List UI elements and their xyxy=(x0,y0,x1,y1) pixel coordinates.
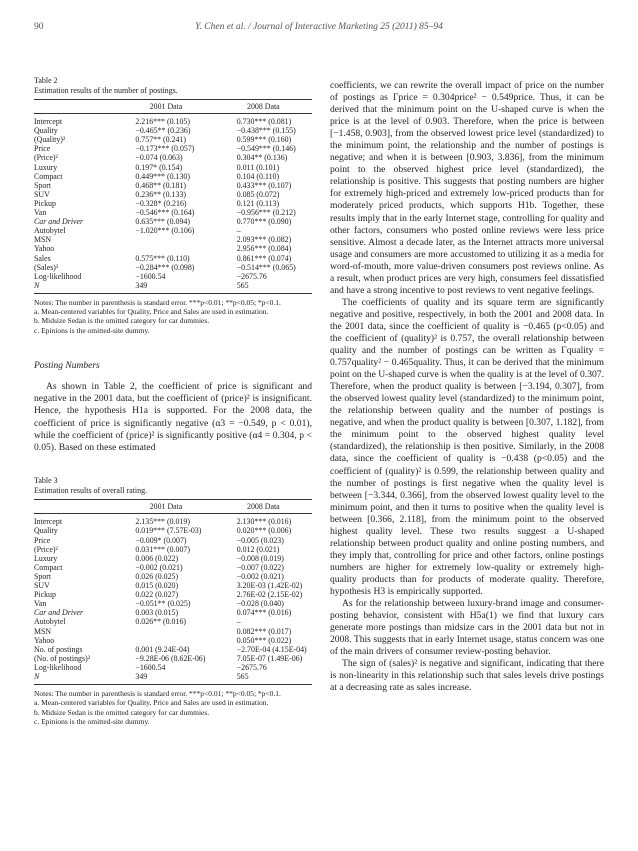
table-row xyxy=(34,254,312,263)
value-cell: 0.236** (0.133) xyxy=(135,189,187,199)
value-cell: 2.135*** (0.019) xyxy=(135,517,190,527)
table-row xyxy=(34,599,312,608)
value-cell: 0.012 (0.021) xyxy=(236,544,280,554)
row-label-cell: Log-likelihood xyxy=(34,271,82,281)
table-row xyxy=(34,663,312,672)
value-cell: −0.514*** (0.065) xyxy=(236,262,296,272)
value-cell xyxy=(117,627,214,636)
row-label-cell: Van xyxy=(34,208,47,218)
body-paragraph: coefficients, we can rewrite the overall impact of price on the number of postings as Γprice = 0.304price² − 0.549price. Thus, it can be derived that the minimum point on the U-shaped curve is when the price is at the level of 0.903. Therefore, when the price is between [−1.458, 0.903], from the observed lowest price level (standardized) to the minimum point, the relationship and the number of postings is negative; and when it is between [0.903, 3.836], from the minimum point to the observed highest price level (standardized), the relationship is positive. This suggests that posting numbers are higher for extremely high-priced and extremely low-priced products than for moderately priced products, which supports H1b. Together, these results imply that in the early Internet stage, controlling for quality and other factors, consumers who posted online reviews were less price sensitive. Almost a decade later, as the Internet attracts more universal usage and consumers are more accustomed to utilizing it as a media for word-of-mouth, more value-driven consumers post reviews online. As a result, when product prices are very high, consumers feel dissatisfied and have a strong incentive to post reviews to vent negative feelings. xyxy=(330,80,604,296)
page-number: 90 xyxy=(34,22,44,32)
value-cell: −0.009* (0.007) xyxy=(135,535,187,545)
value-cell: −0.173*** (0.057) xyxy=(135,144,195,154)
row-label-cell: Sales xyxy=(34,253,51,263)
value-cell xyxy=(117,235,214,244)
value-cell: −0.284*** (0.098) xyxy=(135,262,195,272)
row-label-cell: Sport xyxy=(34,571,52,581)
row-label-cell: Yahoo xyxy=(34,635,55,645)
value-cell: 0.082*** (0.017) xyxy=(236,626,292,636)
value-cell: −0.549*** (0.146) xyxy=(236,144,296,154)
row-label-cell: SUV xyxy=(34,189,50,199)
row-label-cell: Autobytel xyxy=(34,226,66,236)
value-cell xyxy=(117,244,214,253)
value-cell: – xyxy=(236,617,241,627)
table-row xyxy=(34,172,312,181)
table-row xyxy=(34,263,312,272)
table-3-notes xyxy=(34,689,312,726)
value-cell: 0.011 (0.101) xyxy=(236,162,280,172)
table-row xyxy=(34,672,312,685)
value-cell: −0.008 (0.019) xyxy=(236,553,284,563)
value-cell: 0.050*** (0.022) xyxy=(236,635,292,645)
row-label-cell: Intercept xyxy=(34,117,63,127)
table-row xyxy=(34,636,312,645)
row-label-cell: Pickup xyxy=(34,198,56,208)
body-paragraph: As for the relationship between luxury-brand image and consumer-posting behavior, consistent with H5a(1) we find that luxury cars generate more postings than midsize cars in the 2001 data but not in 2008. This suggests that in early Internet usage, status concern was one of the main drivers of consumer review-posting behavior. xyxy=(330,598,604,658)
value-cell: 0.730*** (0.081) xyxy=(236,117,292,127)
row-label-cell: (Price)² xyxy=(34,153,58,163)
value-cell: −0.465** (0.236) xyxy=(135,126,191,136)
value-cell: 0.026** (0.016) xyxy=(135,617,187,627)
value-cell: 0.468** (0.181) xyxy=(135,180,187,190)
value-cell: −0.007 (0.022) xyxy=(236,562,284,572)
table-note: c. Epinions is the omitted-site dummy. xyxy=(34,325,150,335)
value-cell: 0.031*** (0.007) xyxy=(135,544,190,554)
value-cell: −0.438*** (0.155) xyxy=(236,126,296,136)
row-label-cell: Car and Driver xyxy=(34,217,84,227)
value-cell: 0.304** (0.136) xyxy=(236,153,288,163)
table-2-notes xyxy=(34,298,312,335)
table-row xyxy=(34,190,312,199)
row-label-cell: Luxury xyxy=(34,553,58,563)
table-row xyxy=(34,135,312,144)
table-3-label: Table 3 xyxy=(34,476,58,486)
value-cell: −1.020*** (0.106) xyxy=(135,226,195,236)
value-cell: 0.022 (0.027) xyxy=(135,590,179,600)
table-row xyxy=(34,536,312,545)
value-cell: −0.328* (0.216) xyxy=(135,198,187,208)
table-row xyxy=(34,554,312,563)
row-label-cell: Pickup xyxy=(34,590,56,600)
table-row xyxy=(34,563,312,572)
value-cell: 0.449*** (0.130) xyxy=(135,171,190,181)
right-column xyxy=(330,80,604,694)
value-cell: 0.121 (0.113) xyxy=(236,198,280,208)
value-cell: 2.130*** (0.016) xyxy=(236,517,292,527)
section-title: Posting Numbers xyxy=(34,361,100,372)
value-cell: 565 xyxy=(215,281,312,294)
row-label-cell: No. of postings xyxy=(34,644,83,654)
table-row xyxy=(34,281,312,294)
row-label-cell: Autobytel xyxy=(34,617,66,627)
row-label-cell: N xyxy=(34,672,117,685)
value-cell: – xyxy=(236,226,241,236)
value-cell: 0.020*** (0.006) xyxy=(236,526,292,536)
value-cell: −0.028 (0.040) xyxy=(236,599,284,609)
row-label-cell: (Quality)² xyxy=(34,135,66,145)
table-row xyxy=(34,126,312,135)
value-cell: 0.026 (0.025) xyxy=(135,571,179,581)
row-label-cell: Sport xyxy=(34,180,52,190)
row-label-cell: Van xyxy=(34,599,47,609)
table-header-cell: 2008 Data xyxy=(215,100,312,114)
table-3-caption: Estimation results of overall rating. xyxy=(34,486,148,496)
value-cell: −1600.54 xyxy=(135,662,166,672)
table-row xyxy=(34,199,312,208)
table-row xyxy=(34,217,312,226)
table-row xyxy=(34,581,312,590)
table-row xyxy=(34,235,312,244)
table-2-caption: Estimation results of the number of postings. xyxy=(34,86,178,95)
table-row xyxy=(34,572,312,581)
table-row xyxy=(34,645,312,654)
row-label-cell: (No. of postings)² xyxy=(34,653,91,663)
row-label-cell: Price xyxy=(34,535,51,545)
value-cell: 0.085 (0.072) xyxy=(236,189,280,199)
value-cell: −0.002 (0.021) xyxy=(236,571,284,581)
table-note: a. Mean-centered variables for Quality, Price and Sales are used in estimation. xyxy=(34,698,269,708)
left-column xyxy=(34,76,312,726)
row-label-cell: Price xyxy=(34,144,51,154)
value-cell xyxy=(117,636,214,645)
value-cell: 2.216*** (0.105) xyxy=(135,117,190,127)
value-cell: 0.433*** (0.107) xyxy=(236,180,292,190)
value-cell: 565 xyxy=(215,672,312,685)
table-note: Notes: The number in parenthesis is standard error. ***p<0.01; **p<0.05; *p<0.1. xyxy=(34,689,281,699)
table-header-cell xyxy=(34,100,117,114)
value-cell: 7.05E-07 (1.49E-06) xyxy=(236,653,303,663)
table-note: a. Mean-centered variables for Quality, Price and Sales are used in estimation. xyxy=(34,307,269,317)
row-label-cell: Quality xyxy=(34,126,58,136)
table-2 xyxy=(34,76,312,335)
value-cell: 0.003 (0.015) xyxy=(135,608,179,618)
table-row xyxy=(34,608,312,617)
table-row xyxy=(34,545,312,554)
value-cell: −0.074 (0.063) xyxy=(135,153,183,163)
row-label-cell: MSN xyxy=(34,626,52,636)
value-cell: 0.019*** (7.57E-03) xyxy=(135,526,202,536)
table-2-grid xyxy=(34,99,312,294)
table-note: b. Midsize Sedan is the omitted category for car dummies. xyxy=(34,316,210,326)
value-cell: −2675.76 xyxy=(236,662,267,672)
value-cell: −0.051** (0.025) xyxy=(135,599,191,609)
value-cell: 0.575*** (0.110) xyxy=(135,253,190,263)
value-cell: 0.001 (9.24E-04) xyxy=(135,644,190,654)
table-row xyxy=(34,590,312,599)
value-cell: −1600.54 xyxy=(135,271,166,281)
table-header-cell: 2001 Data xyxy=(117,500,214,514)
row-label-cell: Intercept xyxy=(34,517,63,527)
value-cell: 0.861*** (0.074) xyxy=(236,253,292,263)
body-paragraph: The coefficients of quality and its square term are significantly negative and positive, respectively, in both the 2001 and 2008 data. In the 2001 data, since the coefficient of quality is −0.465 (p<0.05) and the coefficient of (quality)² is 0.757, the overall relationship between quality and the number of postings can be written as Γquality = 0.757quality² − 0.465quality. Thus, it can be derived that the minimum point on the U-shaped curve is when the quality is at the level of 0.307. Therefore, when the product quality is between [−3.194, 0.307], from the observed lowest quality level (standardized) to the minimum point, the relationship between quality and the number of postings is negative, and when the product quality is between [0.307, 1.182], from the minimum point to the observed highest quality level (standardized), the relationship is then positive. Similarly, in the 2008 data, since the coefficient of quality is −0.438 (p<0.05) and the coefficient of (quality)² is 0.599, the relationship between quality and the number of postings is first negative when the quality level is between [−3.344, 0.366], from the observed lowest quality level to the minimum point, and then it turns to positive when the quality level is between [0.366, 2.118], from the minimum point to the observed highest quality level. These two results suggest a U-shaped relationship between product quality and online posting numbers, and they imply that, controlling for price and other factors, online postings numbers are higher for extremely low-quality or extremely high-quality products than for products of moderate quality. Therefore, hypothesis H3 is empirically supported. xyxy=(330,296,604,597)
row-label-cell: Quality xyxy=(34,526,58,536)
table-note: Notes: The number in parenthesis is standard error. ***p<0.01; **p<0.05; *p<0.1. xyxy=(34,297,281,307)
value-cell: −0.002 (0.021) xyxy=(135,562,183,572)
table-header-cell xyxy=(34,500,117,514)
row-label-cell: (Sales)² xyxy=(34,262,59,272)
row-label-cell: Compact xyxy=(34,562,63,572)
value-cell: 3.20E-03 (1.42E-02) xyxy=(236,581,303,591)
value-cell: −2675.76 xyxy=(236,271,267,281)
row-label-cell: Compact xyxy=(34,171,63,181)
row-label-cell: (Price)² xyxy=(34,544,58,554)
value-cell: −9.28E-06 (8.62E-06) xyxy=(135,653,206,663)
value-cell: 0.197* (0.154) xyxy=(135,162,183,172)
table-row xyxy=(34,272,312,281)
value-cell: −2.70E-04 (4.15E-04) xyxy=(236,644,307,654)
table-row xyxy=(34,144,312,153)
value-cell: −0.546*** (0.164) xyxy=(135,208,195,218)
table-3-grid xyxy=(34,499,312,685)
value-cell: 0.757** (0.241) xyxy=(135,135,187,145)
value-cell: 0.074*** (0.016) xyxy=(236,608,292,618)
body-paragraph: The sign of (sales)² is negative and significant, indicating that there is non-linearity in this relationship such that sales levels drive postings at a decreasing rate as sales increase. xyxy=(330,658,604,694)
table-row xyxy=(34,654,312,663)
row-label-cell: Luxury xyxy=(34,162,58,172)
table-row xyxy=(34,627,312,636)
table-note: c. Epinions is the omitted-site dummy. xyxy=(34,716,150,726)
table-header-cell: 2001 Data xyxy=(117,100,214,114)
table-2-label: Table 2 xyxy=(34,76,58,85)
row-label-cell: Yahoo xyxy=(34,244,55,254)
value-cell: 2.093*** (0.082) xyxy=(236,235,292,245)
value-cell: 0.015 (0.020) xyxy=(135,581,179,591)
value-cell: 2.956*** (0.084) xyxy=(236,244,292,254)
table-header-cell: 2008 Data xyxy=(215,500,312,514)
row-label-cell: Log-likelihood xyxy=(34,662,82,672)
row-label-cell: SUV xyxy=(34,581,50,591)
table-row xyxy=(34,153,312,162)
row-label-cell: N xyxy=(34,281,117,294)
value-cell: −0.956*** (0.212) xyxy=(236,208,296,218)
value-cell: 2.76E-02 (2.15E-02) xyxy=(236,590,303,600)
value-cell: 0.006 (0.022) xyxy=(135,553,179,563)
table-3 xyxy=(34,476,312,726)
value-cell: 349 xyxy=(117,672,214,685)
row-label-cell: MSN xyxy=(34,235,52,245)
row-label-cell: Car and Driver xyxy=(34,608,84,618)
value-cell: 0.104 (0.110) xyxy=(236,171,280,181)
value-cell: −0.005 (0.023) xyxy=(236,535,284,545)
table-row xyxy=(34,244,312,253)
value-cell: 0.635*** (0.094) xyxy=(135,217,190,227)
table-row xyxy=(34,163,312,172)
table-row xyxy=(34,208,312,217)
journal-citation: Y. Chen et al. / Journal of Interactive Marketing 25 (2011) 85–94 xyxy=(195,22,443,32)
value-cell: 349 xyxy=(117,281,214,294)
table-row xyxy=(34,114,312,127)
table-note: b. Midsize Sedan is the omitted category for car dummies. xyxy=(34,707,210,717)
section-paragraph: As shown in Table 2, the coefficient of price is significant and negative in the 2001 data, but the coefficient of (price)² is insignificant. Hence, the hypothesis H1a is supported. For the 2008 data, the coefficient of price is significantly negative (α3 = −0.549, p < 0.01), while the coefficient of (price)² is significantly positive (α4 = 0.304, p < 0.05). Based on these estimated xyxy=(34,381,312,454)
table-row xyxy=(34,617,312,626)
table-row xyxy=(34,181,312,190)
table-row xyxy=(34,514,312,527)
value-cell: 0.770*** (0.090) xyxy=(236,217,292,227)
table-row xyxy=(34,526,312,535)
table-row xyxy=(34,226,312,235)
value-cell: 0.599*** (0.160) xyxy=(236,135,292,145)
